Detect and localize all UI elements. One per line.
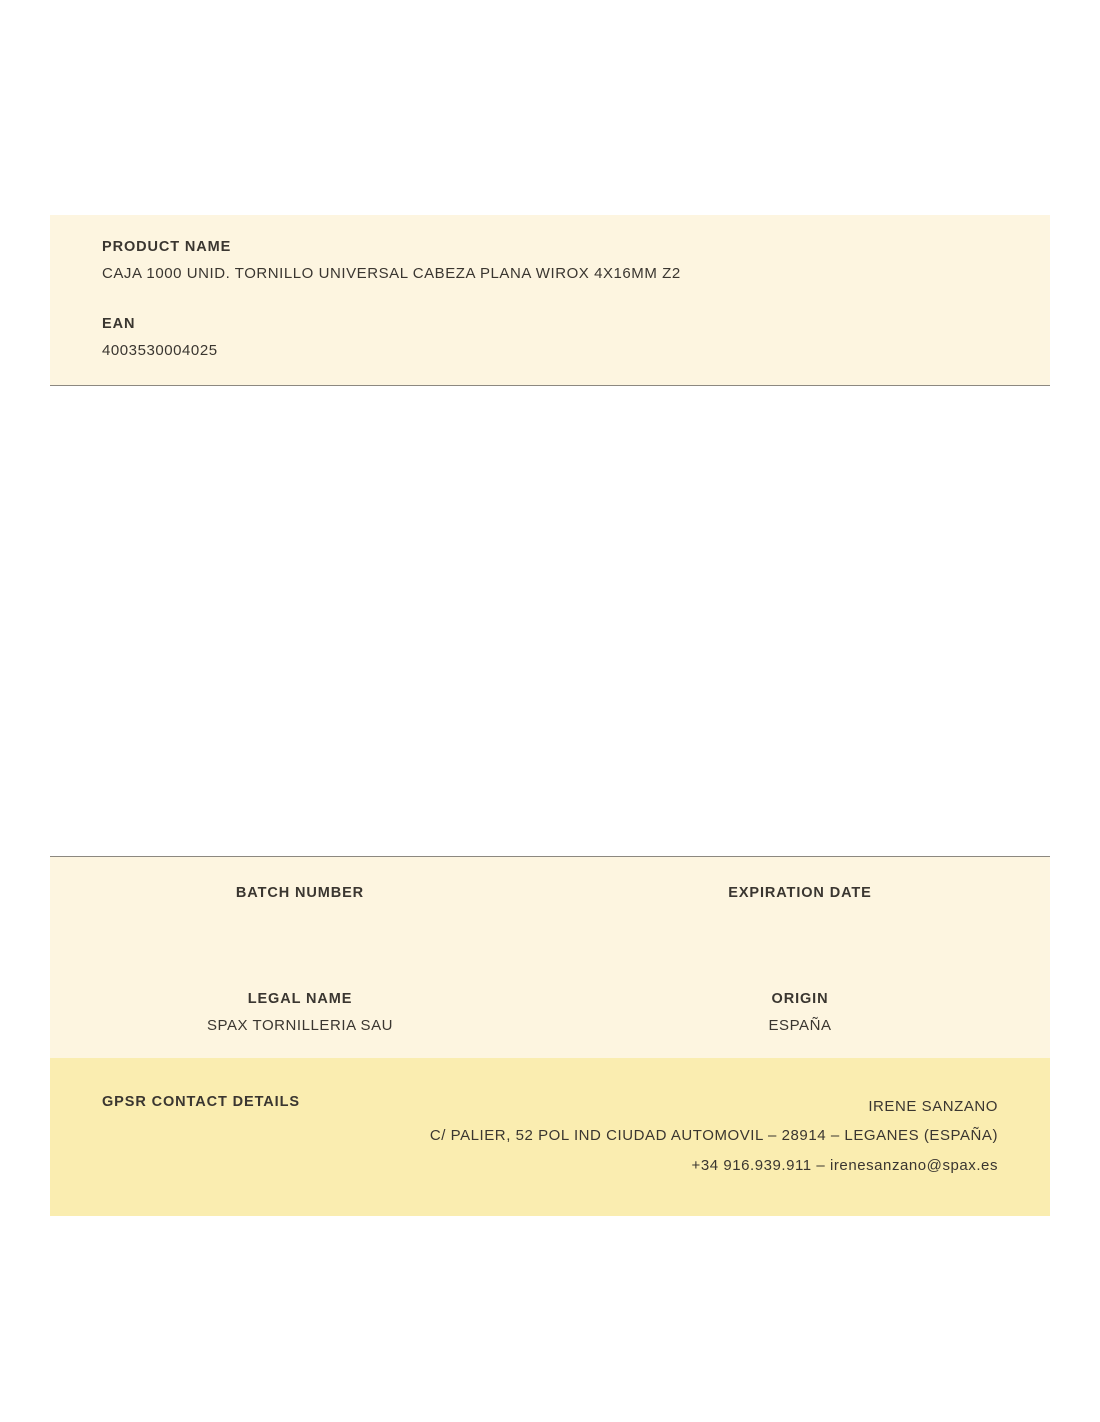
blank-content-area (50, 393, 1050, 856)
gpsr-contact-phone-email: +34 916.939.911 – irenesanzano@spax.es (691, 1156, 998, 1174)
ean-value: 4003530004025 (102, 342, 218, 359)
legal-name-label: LEGAL NAME (247, 991, 353, 1007)
batch-row (50, 885, 1050, 929)
origin-field (550, 991, 1050, 1035)
gpsr-contact-name: IRENE SANZANO (868, 1098, 998, 1115)
product-name-value: CAJA 1000 UNID. TORNILLO UNIVERSAL CABEZA PLANA WIROX 4X16MM Z2 (102, 265, 681, 282)
batch-number-field (50, 885, 550, 929)
product-name-field (102, 239, 998, 282)
expiration-date-field (550, 885, 1050, 929)
expiration-date-value (560, 911, 1040, 929)
legal-row (50, 991, 1050, 1035)
legal-name-field (50, 991, 550, 1035)
legal-name-value: SPAX TORNILLERIA SAU (206, 1017, 394, 1034)
ean-field (102, 316, 998, 359)
origin-label: ORIGIN (771, 991, 829, 1007)
product-info-panel (50, 215, 1050, 386)
batch-info-panel (50, 856, 1050, 1064)
ean-label: EAN (102, 316, 136, 332)
expiration-date-label: EXPIRATION DATE (728, 885, 872, 901)
batch-number-label: BATCH NUMBER (235, 885, 365, 901)
batch-number-value (60, 911, 540, 929)
product-name-label: PRODUCT NAME (102, 239, 232, 255)
origin-value: ESPAÑA (768, 1017, 832, 1034)
gpsr-contact-panel (50, 1058, 1050, 1216)
gpsr-contact-lines (430, 1092, 998, 1180)
gpsr-contact-address: C/ PALIER, 52 POL IND CIUDAD AUTOMOVIL – 28914 – LEGANES (ESPAÑA) (429, 1127, 998, 1145)
gpsr-contact-title: GPSR CONTACT DETAILS (102, 1094, 300, 1110)
